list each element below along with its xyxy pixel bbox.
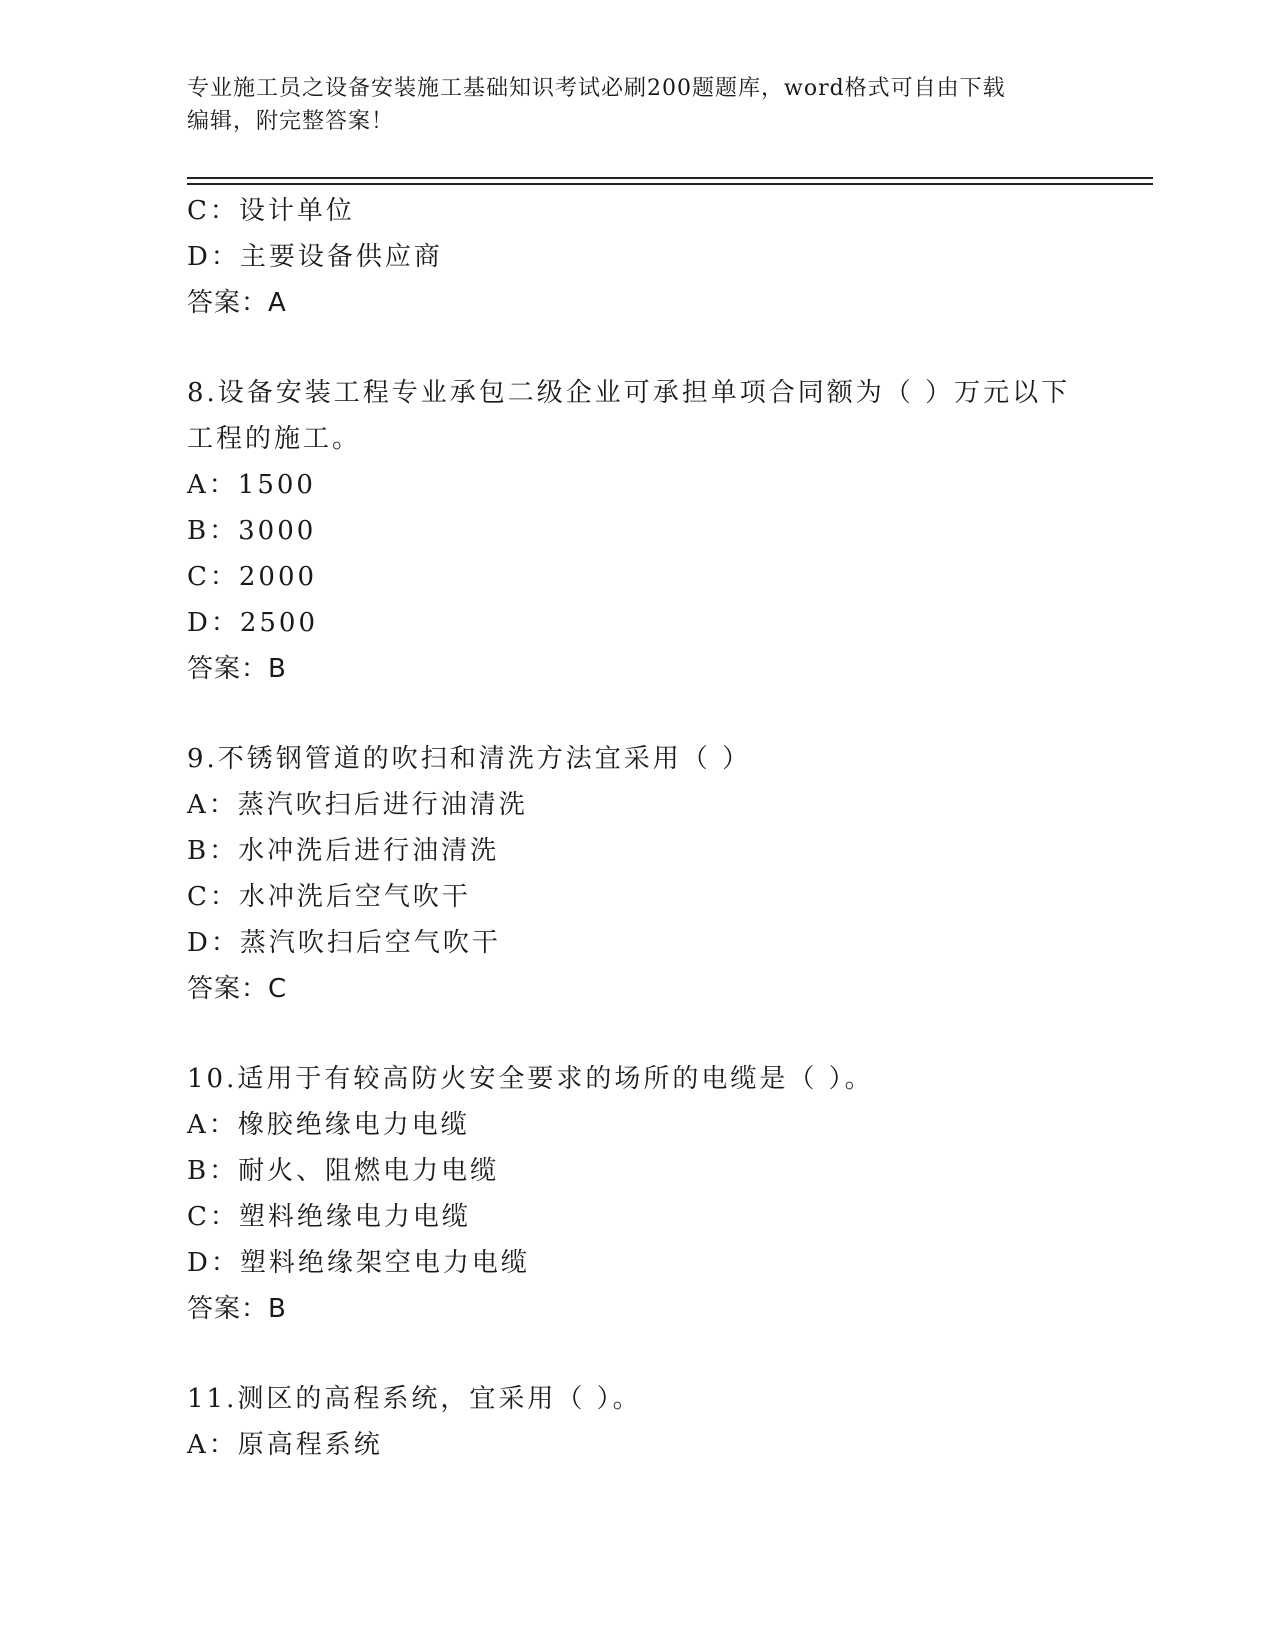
option-line: B：水冲洗后进行油清洗 [187, 836, 500, 866]
option-line: C：设计单位 [187, 196, 355, 226]
question-block [187, 736, 1087, 1012]
answer-line: 答案：B [187, 654, 287, 684]
question-block [187, 370, 1087, 692]
question-text: 10.适用于有较高防火安全要求的场所的电缆是（ ）。 [187, 1064, 874, 1094]
option-line: B：3000 [187, 516, 317, 546]
option-line: D：2500 [187, 608, 319, 638]
answer-line: 答案：B [187, 1294, 287, 1324]
question-block [187, 1376, 1087, 1468]
answer-line: 答案：A [187, 288, 287, 318]
option-line: C：水冲洗后空气吹干 [187, 882, 471, 912]
option-line: C：塑料绝缘电力电缆 [187, 1202, 471, 1232]
spacer [187, 326, 1087, 370]
option-line: A：1500 [187, 470, 316, 500]
header-divider-bottom [187, 183, 1153, 185]
spacer [187, 1012, 1087, 1056]
question-text: 工程的施工。 [187, 424, 362, 454]
option-line: B：耐火、阻燃电力电缆 [187, 1156, 500, 1186]
question-block [187, 1056, 1087, 1332]
option-line: D：主要设备供应商 [187, 242, 443, 272]
option-line: D：塑料绝缘架空电力电缆 [187, 1248, 530, 1278]
question-block [187, 188, 1087, 326]
document-body [187, 188, 1087, 1468]
spacer [187, 1332, 1087, 1376]
option-line: C：2000 [187, 562, 318, 592]
spacer [187, 692, 1087, 736]
header-divider-top [187, 177, 1153, 179]
option-line: A：原高程系统 [187, 1430, 383, 1460]
option-line: A：橡胶绝缘电力电缆 [187, 1110, 470, 1140]
option-line: A：蒸汽吹扫后进行油清洗 [187, 790, 528, 820]
question-text: 8.设备安装工程专业承包二级企业可承担单项合同额为（ ）万元以下 [187, 378, 1071, 408]
answer-line: 答案：C [187, 974, 288, 1004]
question-text: 11.测区的高程系统，宜采用（ ）。 [187, 1384, 642, 1414]
option-line: D：蒸汽吹扫后空气吹干 [187, 928, 501, 958]
page-header: 专业施工员之设备安装施工基础知识考试必刷200题题库，word格式可自由下载 编辑，附完整答案！ [187, 76, 1006, 134]
question-text: 9.不锈钢管道的吹扫和清洗方法宜采用（ ） [187, 744, 752, 774]
